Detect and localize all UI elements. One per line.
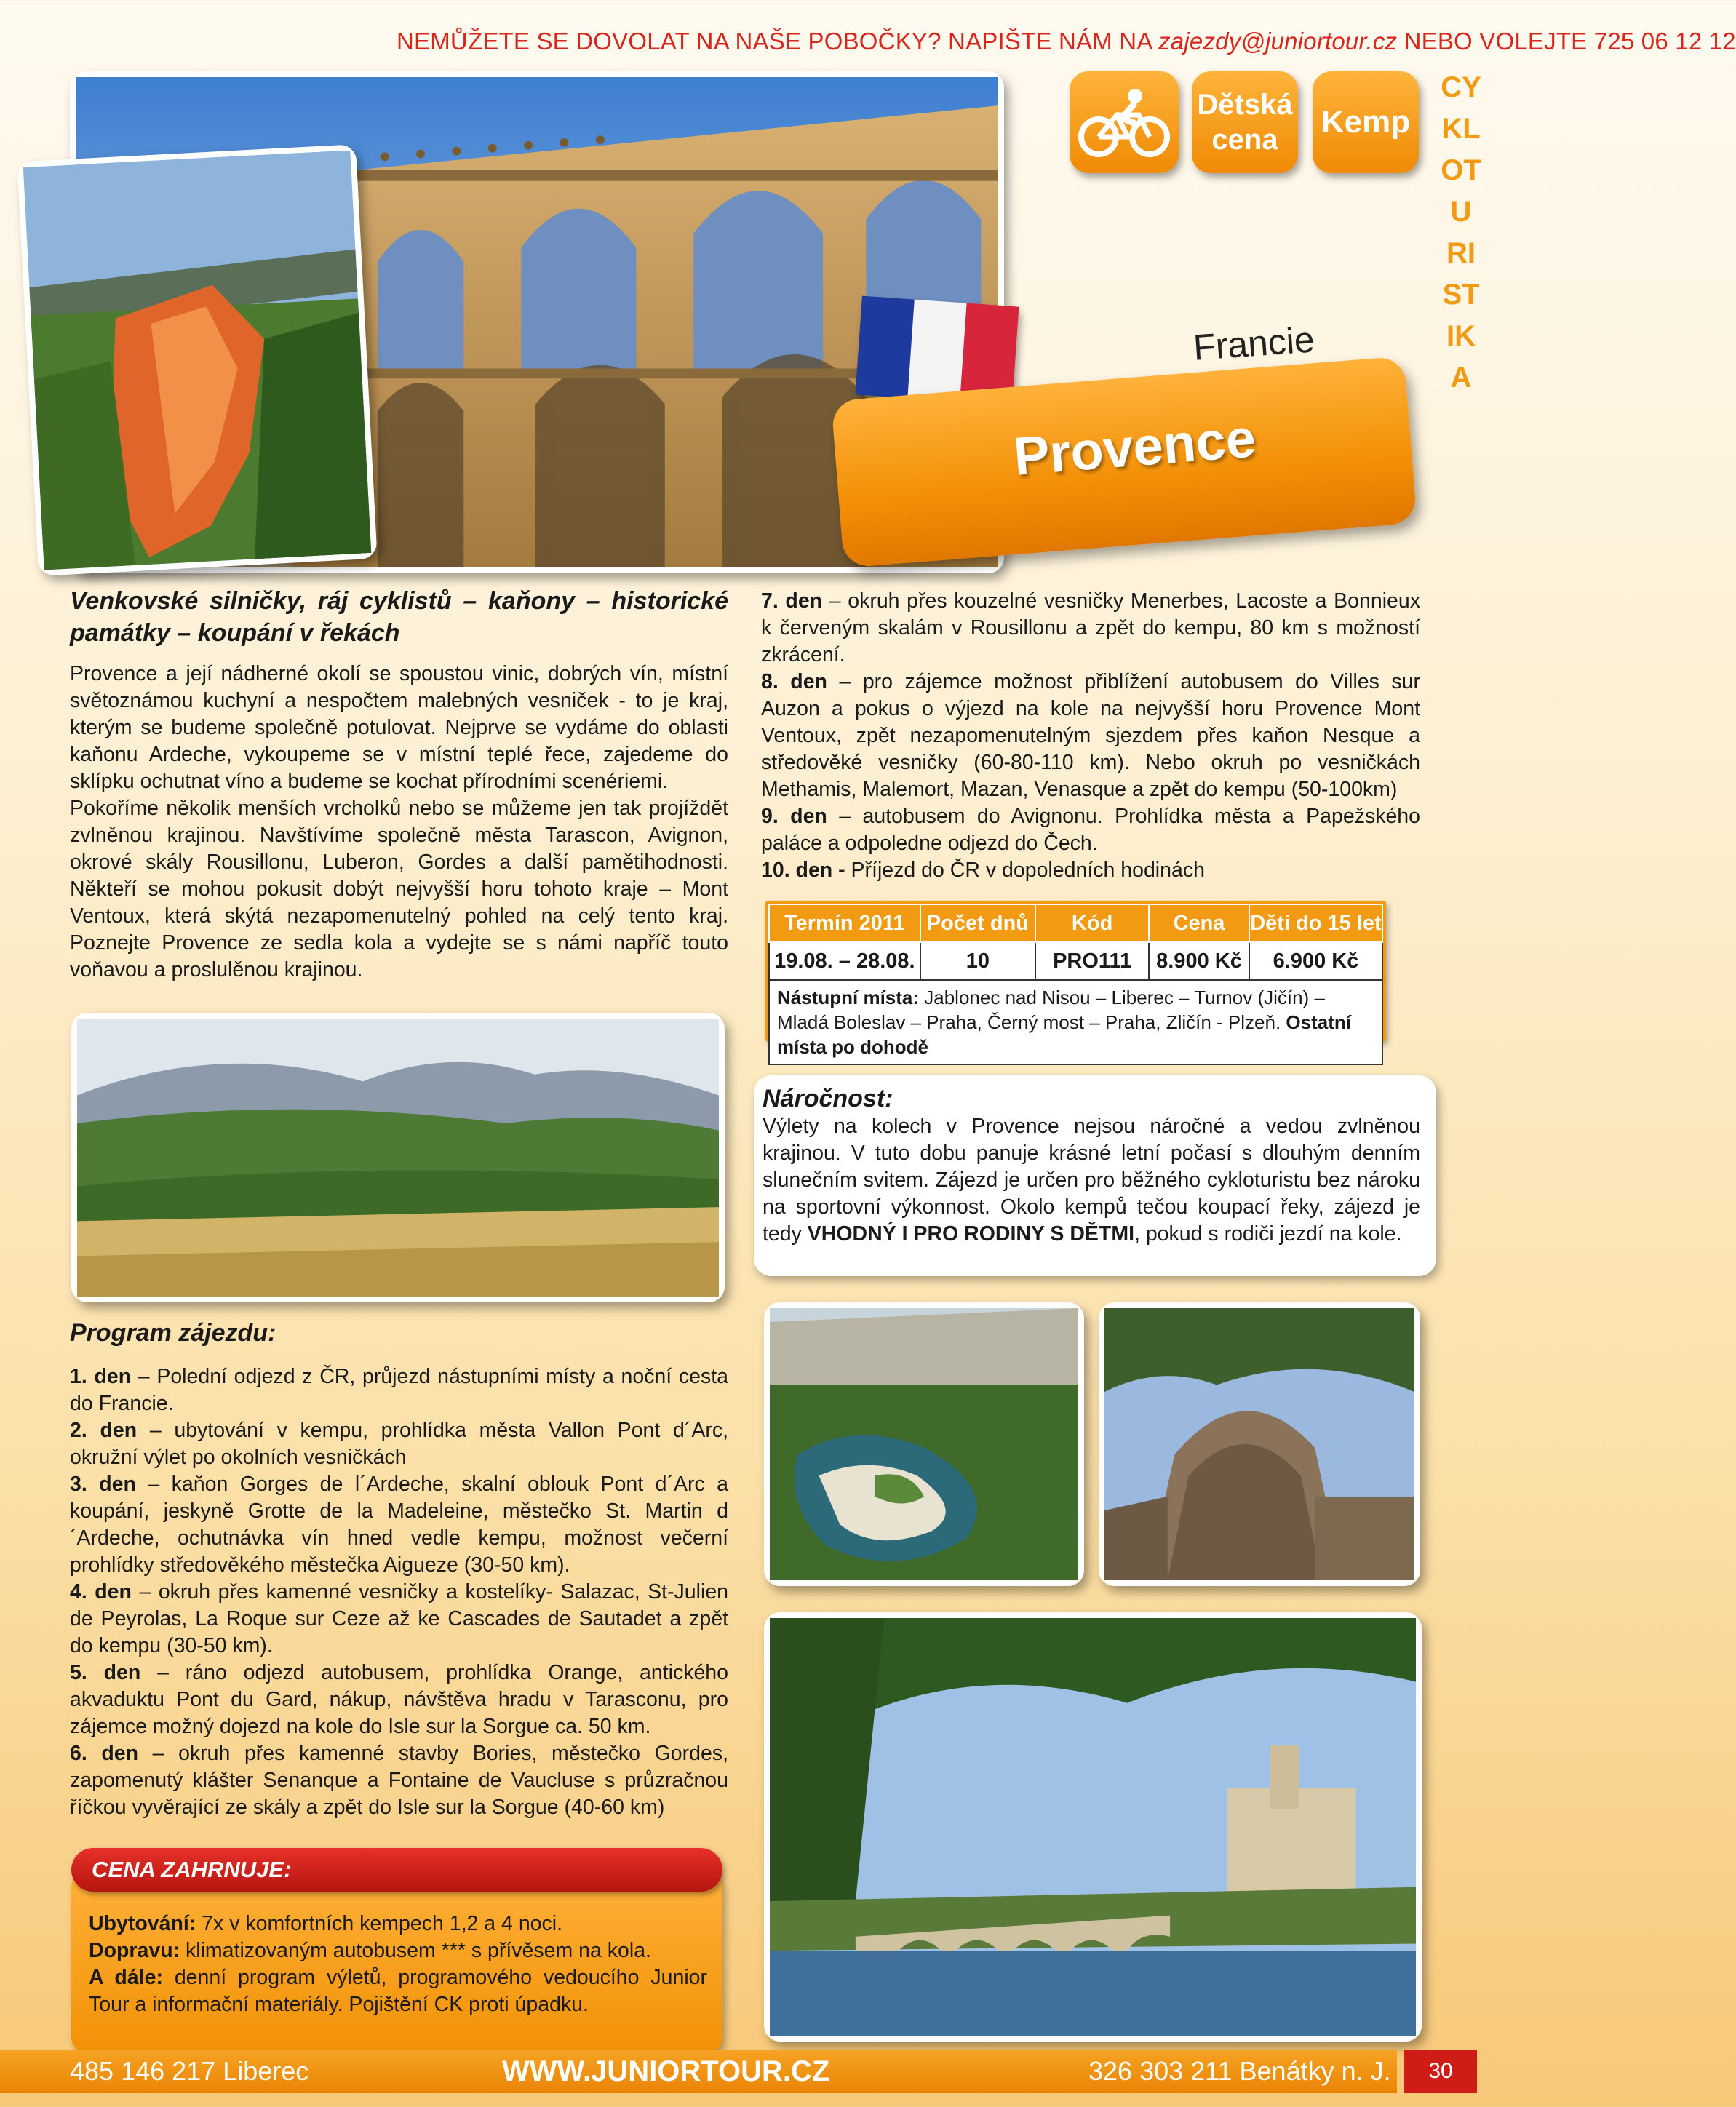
banner-text-before: NEMŮŽETE SE DOVOLAT NA NAŠE POBOČKY? NAPIŠTE NÁM NA: [397, 28, 1152, 55]
footer-website-link[interactable]: WWW.JUNIORTOUR.CZ: [502, 2055, 830, 2087]
difficulty-heading: Náročnost:: [763, 1085, 893, 1112]
program-day-6: 6. den – okruh přes kamenné stavby Bories, městečko Gordes, zapomenutý klášter Senanque a Fontaine de Vaucluse s průzračnou říčkou vyvěrající ze skály a zpět do Isle sur la Sorgue (40-60 km): [70, 1742, 728, 1819]
table-row: [769, 942, 1382, 980]
price-includes-heading: CENA ZAHRNUJE:: [71, 1848, 722, 1892]
badge-cycling: [1070, 71, 1179, 173]
program-day-3: 3. den – kaňon Gorges de l´Ardeche, skalní oblouk Pont d´Arc a koupání, jeskyně Grotte de la Madeleine, městečko St. Martin d´Ardeche, ochutnávka vín hned vedle kempu, možnost večerní prohlídky středověkého městečka Aigueze (30-50 km).: [70, 1473, 729, 1577]
photo-bories-hut: [1099, 1302, 1420, 1586]
badge-camp: Kemp: [1313, 71, 1419, 173]
col-header-dates: Termín 2011: [769, 904, 920, 942]
cell-dates: 19.08. – 28.08.: [769, 942, 920, 980]
photo-provence-landscape: [71, 1013, 725, 1302]
cell-price: 8.900 Kč: [1149, 942, 1249, 980]
price-includes-content: [89, 1911, 707, 2018]
col-header-price: Cena: [1149, 904, 1249, 942]
banner-text-after: NEBO VOLEJTE 725 06 12 12: [1403, 28, 1736, 55]
cell-days: 10: [920, 942, 1036, 980]
bicycle-icon: [1077, 86, 1171, 159]
difficulty-text: Výlety na kolech v Provence nejsou náročné a vedou zvlněnou krajinou. V tuto dobu panuje krásné letní počasí s dlouhým denním slunečním svitem. Zájezd je určen pro běžného cykloturistu bez nároku na sportovní výkonnost. Okolo kempů tečou koupací řeky, zájezd je tedy VHODNÝ I PRO RODINY S DĚTMI, pokud s rodiči jezdí na kole.: [763, 1115, 1420, 1246]
program-day-9: 9. den – autobusem do Avignonu. Prohlídka města a Papežského paláce a odpoledne odjezd do Čech.: [761, 805, 1421, 855]
photo-avignon-bridge: [764, 1612, 1422, 2042]
page-title: Provence: [1011, 407, 1258, 487]
intro-paragraph-1: Provence a její nádherné okolí se spoustou vinic, dobrých vín, místní světoznámou kuchyní a nespočtem malebných vesniček - to je kraj, kterým se budeme společně potulovat. Nejprve se vydáme do oblasti kaňonu Ardeche, vykoupeme se v místní teplé řece, zajedeme do sklípku ochutnat víno a budeme se kochat přírodními scenériemi.: [70, 662, 728, 793]
price-transport: Dopravu: klimatizovaným autobusem *** s přívěsem na kola.: [89, 1939, 651, 1962]
program-day-10: 10. den - Příjezd do ČR v dopoledních hodinách: [761, 859, 1205, 882]
program-heading: Program zájezdu:: [70, 1319, 276, 1347]
photo-ardeche-canyon: [764, 1302, 1084, 1586]
program-day-8: 8. den – pro zájemce možnost přiblížení autobusem do Villes sur Auzon a pokus o výjezd na kole na nejvyšší horu Provence Mont Ventoux, zpět nezapomenutelným sjezdem přes kaňon Nesque a středověké vesničky (60-80-110 km). Nebo okruh po vesničkách Methamis, Malemort, Mazan, Venasque a zpět do kempu (50-100km): [761, 670, 1420, 801]
intro-paragraph-2: Pokoříme několik menších vrcholků nebo se můžeme jen tak projíždět zvlněnou krajinou. Navštívíme společně města Tarascon, Avignon, okrové skály Rousillonu, Luberon, Gordes a další pamětihodnosti. Někteří se mohou pokusit dobýt nejvyšší horu tohoto kraje – Mont Ventoux, která skýtá nezapomenutelný pohled na celý tento kraj. Poznejte Provence ze sedla kola a vydejte se s námi napříč touto voňavou a proslulěnou krajinou.: [70, 797, 728, 981]
cell-child-price: 6.900 Kč: [1249, 942, 1382, 980]
badge-child-price: Dětská cena: [1192, 71, 1298, 173]
program-day-1: 1. den – Polední odjezd z ČR, průjezd nástupními místy a noční cesta do Francie.: [70, 1365, 728, 1415]
program-section: [70, 1317, 728, 1821]
price-more: A dále: denní program výletů, programového vedoucího Junior Tour a informační materiály. Pojištění CK proti úpadku.: [89, 1966, 707, 2016]
col-header-child-price: Děti do 15 let: [1249, 904, 1382, 942]
country-label: Francie: [1192, 319, 1316, 368]
page-number: 30: [1428, 2059, 1453, 2083]
program-day-2: 2. den – ubytování v kempu, prohlídka města Vallon Pont d´Arc, okružní výlet po okolních vesničkách: [70, 1419, 729, 1469]
program-day-7: 7. den – okruh přes kouzelné vesničky Menerbes, Lacoste a Bonnieux k červeným skalám v Rousillonu a zpět do kempu, 80 km s možností zkrácení.: [761, 589, 1421, 666]
top-contact-banner: [397, 28, 1736, 63]
program-day-4: 4. den – okruh přes kamenné vesničky a kostelíky- Salazac, St-Julien de Peyrolas, La Roque sur Ceze až ke Cascades de Sautadet a zpět do kempu (30-50 km).: [70, 1580, 729, 1657]
cell-code: PRO111: [1035, 942, 1149, 980]
table-header-row: [769, 904, 1382, 942]
photo-roussillon-cliffs: [17, 144, 377, 576]
footer-phone-liberec: 485 146 217 Liberec: [70, 2056, 309, 2086]
col-header-days: Počet dnů: [920, 904, 1036, 942]
boarding-points: Nástupní místa: Jablonec nad Nisou – Liberec – Turnov (Jičín) – Mladá Boleslav – Praha, Černý most – Praha, Zličín - Plzeň. Ostatní místa po dohodě: [769, 980, 1382, 1064]
program-day-5: 5. den – ráno odjezd autobusem, prohlídka Orange, antického akvaduktu Pont du Gard, nákup, návštěva hradu v Tarasconu, pro zájemce možný dojezd na kole do Isle sur la Sorgue ca. 50 km.: [70, 1661, 729, 1738]
contact-email-link[interactable]: zajezdy@juniortour.cz: [1158, 28, 1398, 55]
intro-section: [70, 585, 728, 984]
difficulty-content: [763, 1084, 1420, 1248]
price-lodging: Ubytování: 7x v komfortních kempech 1,2 a 4 noci.: [89, 1912, 563, 1935]
col-header-code: Kód: [1035, 904, 1149, 942]
footer-phone-benatky: 326 303 211 Benátky n. J.: [1088, 2056, 1391, 2086]
program-continued: [761, 588, 1420, 884]
table-notes-row: [769, 980, 1382, 1064]
trip-dates-table: [768, 904, 1383, 1065]
side-category-label: CYKLOTURISTIKA: [1441, 71, 1481, 394]
intro-heading: Venkovské silničky, ráj cyklistů – kaňony – historické památky – koupání v řekách: [70, 587, 728, 647]
